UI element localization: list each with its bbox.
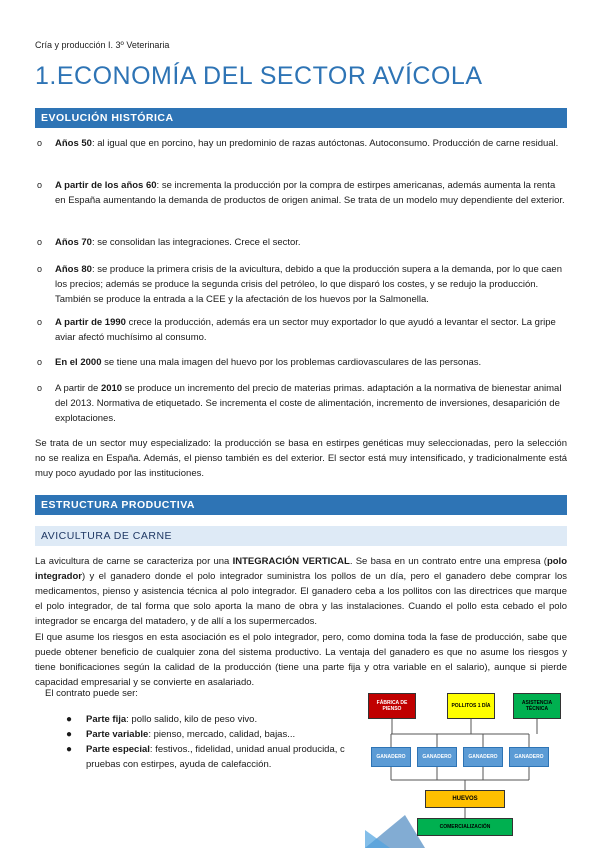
history-prefix: A partir de [55, 383, 101, 394]
contract-item-label: Parte fija [86, 714, 127, 725]
huevos-box: HUEVOS [425, 790, 505, 808]
bullet-marker: o [37, 264, 43, 274]
contract-item-text: : pollo salido, kilo de peso vivo. [126, 714, 258, 725]
integration-diagram [365, 690, 565, 848]
history-text: se tiene una mala imagen del huevo por los problemas cardiovasculares de las personas. [101, 357, 482, 368]
subsection-avicultura-carne: AVICULTURA DE CARNE [35, 526, 567, 546]
contract-item [66, 742, 356, 772]
history-text: se produce un incremento del precio de materias primas. adaptación a la normativa de bienestar animal del 2013. Normativa de etiquetado. Se incrementa el coste de alimentación, incremento de inversiones, desaparición de explotaciones. [55, 383, 562, 424]
page-title: 1.ECONOMÍA DEL SECTOR AVÍCOLA [35, 62, 483, 90]
summary-paragraph: Se trata de un sector muy especializado: la producción se basa en estirpes genéticas muy seleccionadas, pero la selección no se realiza en España. Además, el pienso también es del exterior. El sector está muy intensificado, y tradicionalmente está muy poco ayudado por las instituciones. [35, 438, 567, 479]
carne-text-1: La avicultura de carne se caracteriza por una [35, 556, 233, 567]
contract-item-label: Parte especial [86, 744, 150, 755]
carne-text-2: . Se basa en un contrato entre una empresa ( [349, 556, 547, 567]
history-period: Años 80 [55, 264, 92, 275]
history-period: A partir de 1990 [55, 317, 126, 328]
ganadero-box: GANADERO [371, 747, 411, 767]
asistencia-tecnica-box: ASISTENCIA TÉCNICA [513, 693, 561, 719]
contract-item-text: : pienso, mercado, calidad, bajas... [148, 729, 296, 740]
section-evolucion-historica: EVOLUCIÓN HISTÓRICA [35, 108, 567, 128]
bullet-marker: o [37, 317, 43, 327]
carne-paragraph [35, 554, 567, 629]
contract-item [66, 727, 356, 742]
ganadero-box: GANADERO [509, 747, 549, 767]
section-estructura-productiva: ESTRUCTURA PRODUCTIVA [35, 495, 567, 515]
bullet-dot: ● [66, 729, 73, 740]
history-period: Años 70 [55, 237, 92, 248]
carne-text-3: ) y el ganadero donde el polo integrador suministra los pollos de un día, pero el ganadero debe comprar los medicamentos, pienso y asistencia técnica al polo integrador. El ganadero ceba a los pollitos con las directrices que marque el polo integrador, de tal forma que solo aporta la mano de obra y las instalaciones. Cuando el pollo esta cebado el polo integrador se encarga del matadero, y de allí a los supermercados. [35, 571, 567, 627]
bullet-marker: o [37, 383, 43, 393]
history-period: En el 2000 [55, 357, 102, 368]
bullet-marker: o [37, 180, 43, 190]
history-list-item [35, 381, 567, 426]
contract-item-label: Parte variable [86, 729, 149, 740]
contract-list [66, 712, 356, 772]
bullet-dot: ● [66, 714, 73, 725]
contract-item-text: : festivos., fidelidad, unidad anual producida, c pruebas con estirpes, ayuda de calefacción. [86, 744, 345, 770]
bullet-marker: o [37, 237, 43, 247]
history-period: A partir de los años 60 [55, 180, 157, 191]
ganadero-box: GANADERO [463, 747, 503, 767]
ganadero-box: GANADERO [417, 747, 457, 767]
history-list-item [35, 355, 567, 370]
contract-intro: El contrato puede ser: [45, 688, 138, 699]
history-list-item [35, 235, 567, 250]
history-list-item [35, 178, 567, 208]
pollitos-box: POLLITOS 1 DÍA [447, 693, 495, 719]
polo-integrador: polo integrador [35, 556, 568, 582]
history-list-item [35, 262, 567, 307]
contract-item [66, 712, 356, 727]
history-period: 2010 [100, 383, 123, 394]
history-list-item [35, 136, 567, 151]
comercializacion-box: COMERCIALIZACIÓN [417, 818, 513, 836]
bullet-dot: ● [66, 744, 73, 755]
history-text: : se consolidan las integraciones. Crece el sector. [91, 237, 301, 248]
history-text: crece la producción, además era un sector muy exportador lo que ayudó a levantar el sector. La gripe aviar afectó muchísimo al consumo. [55, 317, 556, 343]
bullet-marker: o [37, 138, 43, 148]
history-text: : se incrementa la producción por la compra de estirpes americanas, además aumenta la renta en España aumentando la demanda de productos de origen animal. Se trata de un modelo muy dependiente del exterior. [55, 180, 565, 206]
fabrica-pienso-box: FÁBRICA DE PIENSO [368, 693, 416, 719]
course-header: Cría y producción I. 3º Veterinaria [35, 40, 170, 50]
integracion-vertical: INTEGRACIÓN VERTICAL [232, 556, 350, 567]
bullet-marker: o [37, 357, 43, 367]
history-text: : se produce la primera crisis de la avicultura, debido a que la producción supera a la demanda, por lo que caen los precios; además se produce la segunda crisis del petróleo, lo que disparó los costes, y se redujo la producción. También se produce la entrada a la CEE y la afectación de los huevos por la Salmonella. [55, 264, 562, 305]
history-period: Años 50 [55, 138, 92, 149]
history-list-item [35, 315, 567, 345]
riesgos-paragraph: El que asume los riesgos en esta asociación es el polo integrador, pero, como domina toda la fase de producción, sabe que puede obtener beneficio de cualquier zona del sistema productivo. La ventaja del ganadero es que no asume los riesgos y tiene bonificaciones según la calidad de la producción (tiene una parte fija y otra variable en el salario), aunque si pierde capacidad empresarial y se convierte en asalariado. [35, 632, 567, 688]
history-text: : al igual que en porcino, hay un predominio de razas autóctonas. Autoconsumo. Producción de carne residual. [91, 138, 559, 149]
